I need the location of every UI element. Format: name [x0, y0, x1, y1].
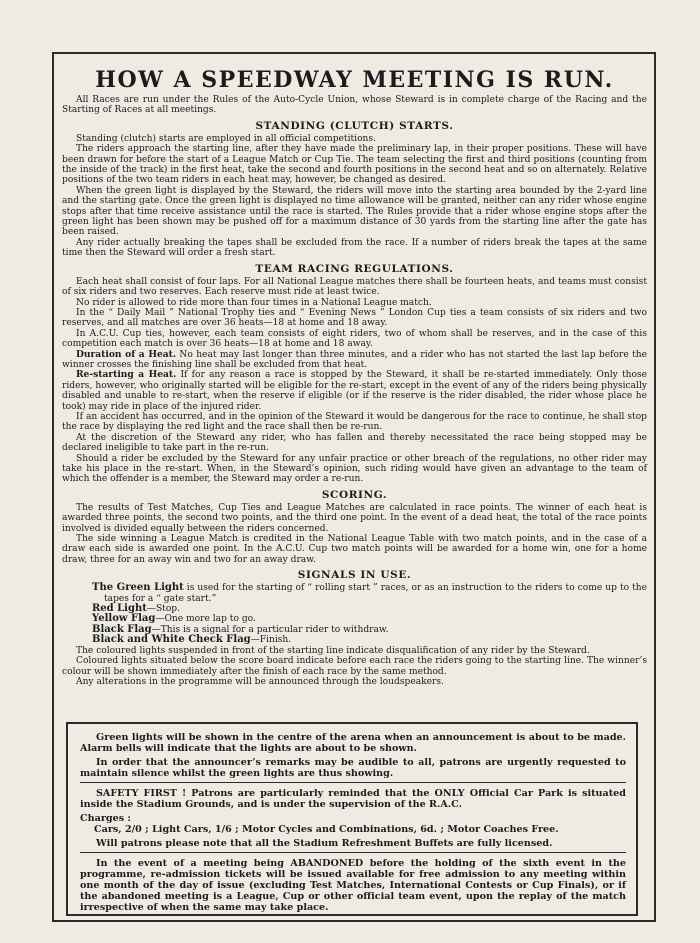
page-title: HOW A SPEEDWAY MEETING IS RUN. [95, 67, 614, 93]
team-racing-heading: TEAM RACING REGULATIONS. [255, 262, 454, 275]
notice-abandoned: In the event of a meeting being ABANDONED before the holding of the sixth event in the programme, re-admission tickets will be issued available for free admission to any meeting within one month of the day of issue (excluding Test Matches, International Contests or Cup Finals), or if the abandoned meeting is a League, Cup or other official team event, upon the replay of the match irrespective of when the same may take place. [80, 858, 626, 913]
notice-buffets: Will patrons please note that all the Stadium Refreshment Buffets are fully licensed. [96, 838, 553, 849]
team-para-7: Should a rider be excluded by the Steward for any unfair practice or other breach of the regulations, no other rider may take his place in the re-start. When, in the Steward’s opinion, such riding would have given an advantage to the team of which the offender is a member, the Steward may order a re-run. [62, 453, 647, 485]
signals-list [62, 583, 647, 645]
team-para-3: In the “ Daily Mail ” National Trophy ties and “ Evening News ” London Cup ties a team consists of six riders and two reserves, and all matches are over 36 heats—18 at home and 18 away. [62, 307, 647, 329]
standing-para-4: Any rider actually breaking the tapes shall be excluded from the race. If a number of riders break the tapes at the same time then the Steward will order a fresh start. [62, 237, 647, 259]
team-para-5: If an accident has occurred, and in the opinion of the Steward it would be dangerous for the race to continue, he shall stop the race by displaying the red light and the race shall then be re-run. [62, 411, 647, 433]
intro-paragraph: All Races are run under the Rules of the Auto-Cycle Union, whose Steward is in complete charge of the Racing and the Starting of Races at all meetings. [62, 95, 647, 116]
team-para-1: Each heat shall consist of four laps. For all National League matches there shall be fourteen heats, and teams must consist of six riders and two reserves. Each reserve must ride at least twice. [62, 276, 647, 298]
team-para-4: In A.C.U. Cup ties, however, each team consists of eight riders, two of whom shall be reserves, and in the case of this competition each match is over 36 heats—18 at home and 18 away. [62, 328, 647, 350]
restart-text: If for any reason a race is stopped by the Steward, it shall be re-started immediately. Only those riders, however, who originally started will be eligible for the re-start, except in the event of any of the riders being physically disabled and unable to re-start, when the reserve if eligible (or if the reserve is the rider disabled, the rider whose place he took) may ride in place of the injured rider. [62, 370, 647, 412]
duration-text: No heat may last longer than three minutes, and a rider who has not started the last lap before the winner crosses the finishing line shall be excluded from that heat. [62, 349, 647, 370]
signal-text: —Finish. [250, 635, 292, 646]
scoring-para-2: The side winning a League Match is credited in the National League Table with two match points, and in the case of a draw each side is awarded one point. In the A.C.U. Cup two match points will be awarded for a home win, one for a home draw, three for an away win and two for an away draw. [62, 534, 647, 565]
signals-para-3: Any alterations in the programme will be announced through the loudspeakers. [76, 676, 444, 687]
signal-text: —Stop. [146, 604, 181, 615]
signal-key: Black Flag [92, 623, 152, 635]
rules-content [62, 60, 647, 687]
restart-paragraph [62, 370, 647, 412]
signals-para-2: Coloured lights situated below the score board indicate before each race the riders going to the starting line. The winner’s colour will be shown immediately after the finish of each race by the same method. [62, 656, 647, 677]
standing-starts-heading: STANDING (CLUTCH) STARTS. [255, 119, 454, 132]
duration-paragraph [62, 350, 647, 371]
notice-green-lights: Green lights will be shown in the centre of the arena when an announcement is about to be made. Alarm bells will indicate that the lights are about to be shown. [80, 732, 626, 754]
signal-key: Red Light [92, 603, 147, 615]
signal-green-light [62, 583, 647, 604]
signal-check-flag [62, 635, 647, 645]
notice-silence: In order that the announcer’s remarks may be audible to all, patrons are urgently requested to maintain silence whilst the green lights are thus showing. [80, 757, 626, 779]
standing-para-2: The riders approach the starting line, after they have made the preliminary lap, in their proper positions. These will have been drawn for before the start of a League Match or Cup Tie. The team selecting the first and third positions (counting from the inside of the track) in the first heat, take the second and fourth positions in the second heat and so on alternately. Relative positions of the two team riders in each heat may, however, be changed as desired. [62, 144, 647, 186]
notice-divider [80, 852, 626, 853]
signal-text: —This is a signal for a particular rider to withdraw. [151, 624, 389, 635]
restart-lead: Re-starting a Heat. [76, 369, 177, 381]
scoring-para-1: The results of Test Matches, Cup Ties and League Matches are calculated in race points. The winner of each heat is awarded three points, the second two points, and the third one point. In the event of a dead heat, the total of the race points involved is divided equally between the riders concerned. [62, 502, 647, 534]
team-para-2: No rider is allowed to ride more than four times in a National League match. [76, 297, 432, 308]
signal-text: —One more lap to go. [155, 614, 256, 625]
notice-safety: SAFETY FIRST ! Patrons are particularly reminded that the ONLY Official Car Park is situated inside the Stadium Grounds, and is under the supervision of the R.A.C. [80, 788, 626, 810]
notice-divider [80, 782, 626, 783]
signals-heading: SIGNALS IN USE. [297, 569, 412, 582]
signals-para-1: The coloured lights suspended in front of the starting line indicate disqualification of any rider by the Steward. [76, 645, 590, 656]
team-para-6: At the discretion of the Steward any rider, who has fallen and thereby necessitated the race being stopped may be declared ineligible to take part in the re-run. [62, 432, 647, 454]
notice-box [66, 722, 638, 916]
standing-para-3: When the green light is displayed by the Steward, the riders will move into the starting area bounded by the 2-yard line and the starting gate. Once the green light is displayed no time allowance will be granted, neither can any rider whose engine stops after that time receive assistance until the race is started. The Rules provide that a rider whose engine stops after the green light has been shown may be pushed off for a maximum distance of 30 yards from the starting line after the gate has been raised. [62, 185, 647, 238]
signal-key: Black and White Check Flag [92, 634, 251, 646]
notice-charges: Cars, 2/0 ; Light Cars, 1/6 ; Motor Cycles and Combinations, 6d. ; Motor Coaches Free. [94, 824, 559, 835]
duration-lead: Duration of a Heat. [76, 348, 176, 360]
signal-key: Yellow Flag [92, 613, 156, 625]
standing-para-1: Standing (clutch) starts are employed in all official competitions. [76, 133, 376, 144]
scoring-heading: SCORING. [321, 488, 388, 501]
signal-key: The Green Light [92, 582, 184, 594]
notice-charges-label: Charges : [80, 813, 131, 824]
signal-text: is used for the starting of “ rolling start ” races, or as an instruction to the riders to come up to the tapes for a “ gate start.” [104, 583, 647, 604]
